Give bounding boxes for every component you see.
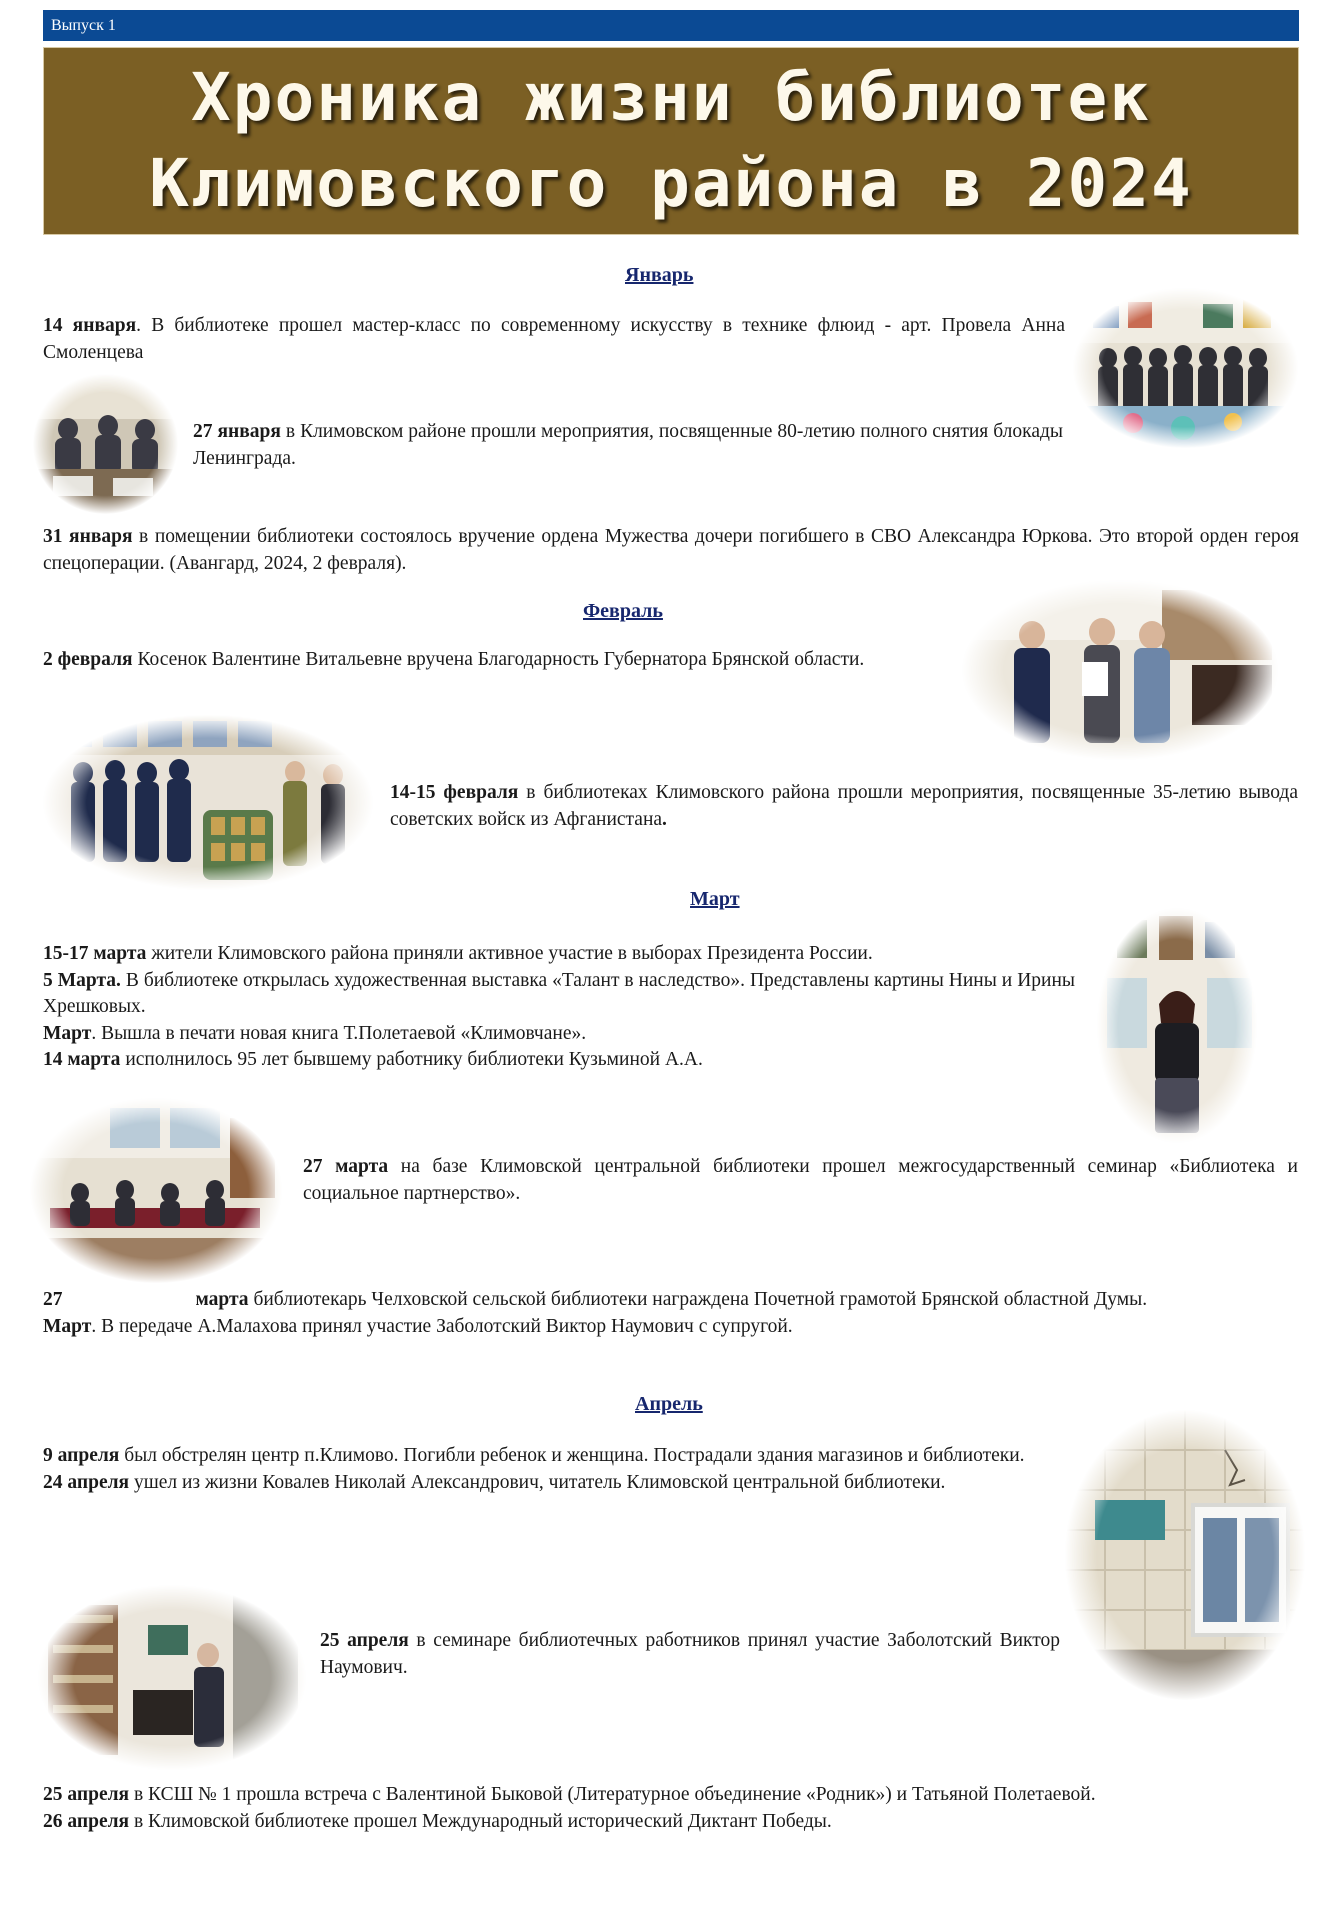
event-apr-24 [43,1470,1063,1497]
month-heading-march: Март [690,888,740,910]
event-date: 2 февраля [43,649,133,670]
event-text: в Климовском районе прошли мероприятия, посвященные 80-летию полного снятия блокады Ленинграда. [193,421,1064,469]
photo-librarians-seminar [38,1585,306,1770]
event-mar-14 [43,1047,1075,1074]
event-text: библиотекарь Челховской сельской библиотеки награждена Почетной грамотой Брянской областной Думы. [248,1289,1148,1310]
month-heading-april: Апрель [635,1393,703,1415]
event-feb-2 [43,647,933,674]
event-date: 31 января [43,526,133,547]
month-heading-january: Январь [625,264,694,286]
photo-art-exhibition [1097,908,1257,1143]
event-text: на базе Климовской центральной библиотеки прошел межгосударственный семинар «Библиотека и социальное партнерство». [303,1156,1298,1204]
event-mar-book [43,1021,1075,1048]
photo-damaged-library-building [1065,1410,1305,1700]
april-final-group [43,1782,1313,1835]
april-events-group [43,1443,1063,1496]
event-mar-5 [43,968,1075,1021]
event-text-end: . [662,808,667,830]
photo-afghanistan-anniversary [43,715,373,890]
event-date: 25 апреля [43,1784,130,1805]
event-text: в КСШ № 1 прошла встреча с Валентиной Быковой (Литературное объединение «Родник») и Татьяной Полетаевой. [129,1784,1096,1805]
event-text: . В библиотеке прошел мастер-класс по современному искусству в технике флюид - арт. Провела Анна Смоленцева [43,315,1065,363]
event-feb-14-15 [390,780,1298,833]
event-apr-25-seminar [320,1628,1060,1681]
event-date: 26 апреля [43,1810,130,1832]
event-text: . В передаче А.Малахова принял участие Заболотский Виктор Наумович с супругой. [91,1315,793,1337]
event-text: . Вышла в печати новая книга Т.Полетаевой «Климовчане». [91,1022,587,1044]
event-text: Косенок Валентине Витальевне вручена Благодарность Губернатора Брянской области. [132,649,865,670]
event-date-num: 27 [43,1289,63,1310]
page-title-line-1: Хроника жизни библиотек [191,59,1151,136]
event-text: был обстрелян центр п.Климово. Погибли ребенок и женщина. Пострадали здания магазинов и библиотеки. [119,1445,1025,1466]
event-text: ушел из жизни Ковалев Николай Александрович, читатель Климовской центральной библиотеки. [129,1471,946,1493]
event-apr-9 [43,1443,1063,1470]
event-date: 14-15 февраля [390,782,519,803]
photo-interstate-seminar [30,1098,282,1283]
month-heading-february: Февраль [583,600,663,622]
event-date: Март [43,1315,92,1337]
event-text: исполнилось 95 лет бывшему работнику библиотеки Кузьминой А.А. [120,1049,703,1070]
event-apr-26 [43,1809,1313,1836]
event-date: 25 апреля [320,1630,409,1651]
event-date: Март [43,1022,92,1044]
event-text: в семинаре библиотечных работников принял участие Заболотский Виктор Наумович. [320,1630,1061,1678]
event-text: В библиотеке открылась художественная выставка «Талант в наследство». Представлены картины Нины и Ирины Хрешковых. [43,969,1076,1017]
page-title-line-2: Климовского района в 2024 [149,145,1193,222]
event-mar-27-award [43,1287,1299,1314]
event-jan-14 [43,313,1065,366]
issue-label: Выпуск 1 [51,17,116,34]
event-text: жители Климовского района приняли активное участие в выборах Президента России. [146,943,873,964]
event-date: 27 января [193,421,281,442]
photo-governor-award [962,580,1278,760]
photo-fluid-art-workshop [1073,288,1298,448]
event-jan-27 [193,419,1063,472]
event-text: в Климовской библиотеке прошел Международный исторический Диктант Победы. [129,1810,832,1832]
event-date: 5 Марта. [43,969,121,991]
title-banner [43,47,1299,235]
march-awards-group [43,1287,1299,1340]
issue-bar [43,10,1299,41]
event-date: 15-17 марта [43,943,147,964]
event-date: 9 апреля [43,1445,120,1466]
event-jan-31 [43,524,1299,577]
photo-leningrad-blockade-event [33,374,178,514]
event-text: в помещении библиотеки состоялось вручение ордена Мужества дочери погибшего в СВО Александра Юркова. Это второй орден героя спецоперации. (Авангард, 2024, 2 февраля). [43,526,1299,574]
event-mar-27-seminar [303,1154,1298,1207]
event-date: 24 апреля [43,1471,130,1493]
event-date: 27 марта [303,1156,389,1177]
event-mar-15-17 [43,941,1075,968]
event-text: в библиотеках Климовского района прошли мероприятия, посвященные 35-летию вывода советских войск из Афганистана [390,782,1298,830]
event-date: 14 марта [43,1049,121,1070]
event-date-word: марта [195,1289,249,1310]
march-events-group [43,941,1075,1074]
event-apr-25-meeting [43,1782,1313,1809]
event-mar-tv [43,1314,1299,1341]
event-date: 14 января [43,315,137,336]
